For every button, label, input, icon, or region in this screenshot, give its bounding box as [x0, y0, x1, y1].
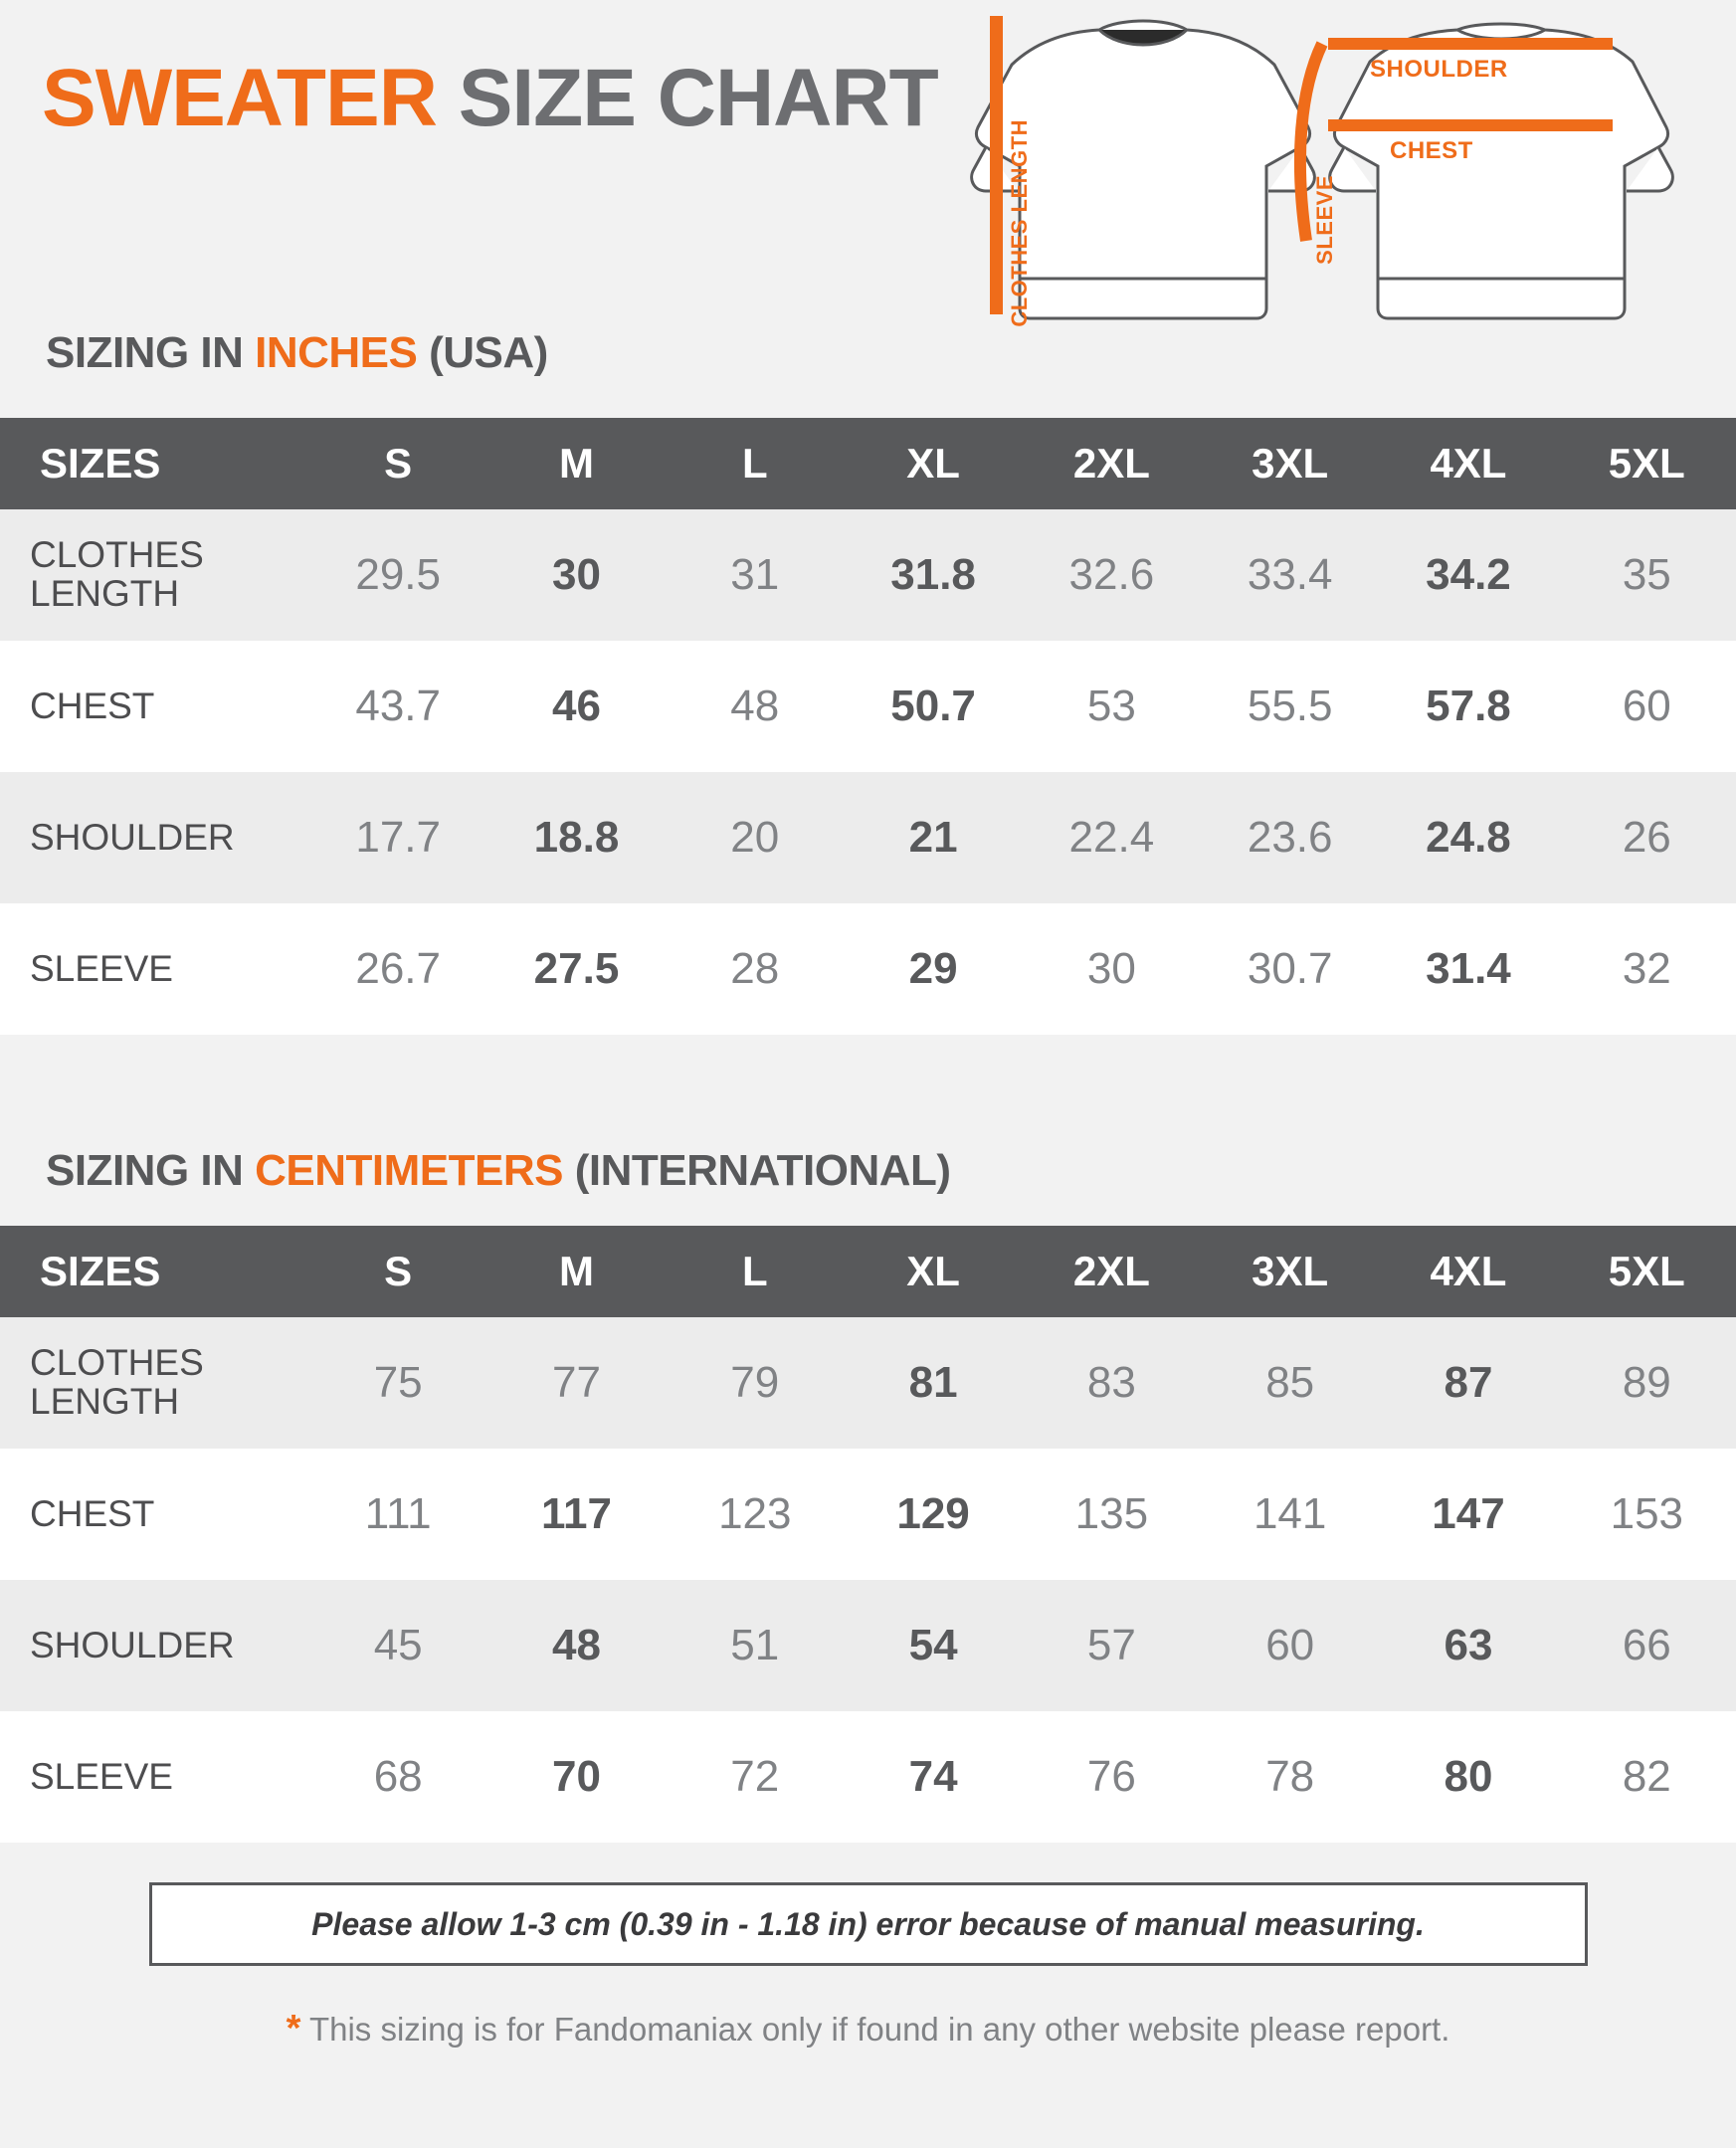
cell-sleeve-4xl-in: 31.4 [1426, 944, 1511, 993]
cell-clothes-length-m-cm: 77 [552, 1358, 601, 1407]
cell-clothes-length-s-in: 29.5 [355, 550, 441, 599]
header-size-2xl-inches: 2XL [1023, 418, 1201, 509]
section-title-cm-prefix: SIZING IN [46, 1146, 256, 1195]
label-chest: CHEST [1390, 137, 1473, 164]
header-size-l-inches: L [666, 418, 844, 509]
cell-shoulder-2xl-in: 22.4 [1068, 813, 1155, 862]
sizing-table-inches [0, 418, 1736, 1035]
cell-sleeve-xl-in: 29 [908, 944, 958, 993]
cell-clothes-length-4xl-cm: 87 [1444, 1358, 1493, 1407]
row-label-chest-cm: CHEST [30, 1492, 155, 1534]
label-sleeve: SLEEVE [1312, 175, 1337, 265]
table-row [0, 1317, 1736, 1449]
table-row [0, 509, 1736, 641]
row-label-sleeve-inches: SLEEVE [30, 947, 173, 989]
cell-chest-xl-cm: 129 [896, 1489, 970, 1538]
asterisk-icon: * [286, 2008, 301, 2050]
cell-clothes-length-5xl-cm: 89 [1622, 1358, 1671, 1407]
header-size-4xl-cm: 4XL [1379, 1226, 1557, 1317]
cell-clothes-length-l-cm: 79 [730, 1358, 780, 1407]
section-title-cm-suffix: (INTERNATIONAL) [562, 1146, 951, 1195]
cell-shoulder-3xl-in: 23.6 [1247, 813, 1333, 862]
cell-chest-s-cm: 111 [364, 1489, 432, 1538]
disclaimer [0, 2008, 1736, 2080]
header [0, 0, 1736, 418]
cell-shoulder-l-cm: 51 [730, 1621, 780, 1669]
section-title-inches [46, 328, 548, 378]
sweater-illustration [952, 10, 1688, 408]
cell-shoulder-xl-cm: 54 [908, 1621, 958, 1669]
footer [0, 1843, 1736, 2080]
cell-chest-4xl-in: 57.8 [1426, 682, 1511, 730]
cell-sleeve-2xl-in: 30 [1086, 944, 1136, 993]
cell-chest-m-in: 46 [552, 682, 601, 730]
table-row [0, 1449, 1736, 1580]
cell-sleeve-s-cm: 68 [373, 1752, 423, 1801]
measurement-note-text: Please allow 1-3 cm (0.39 in - 1.18 in) error because of manual measuring. [311, 1905, 1425, 1942]
table-header-row-cm [0, 1226, 1736, 1317]
table-row [0, 1580, 1736, 1711]
cell-shoulder-2xl-cm: 57 [1086, 1621, 1136, 1669]
disclaimer-text: This sizing is for Fandomaniax only if found in any other website please report. [308, 2011, 1450, 2048]
cell-clothes-length-5xl-in: 35 [1622, 550, 1671, 599]
cell-clothes-length-xl-cm: 81 [908, 1358, 958, 1407]
cell-clothes-length-2xl-cm: 83 [1086, 1358, 1136, 1407]
cell-chest-3xl-in: 55.5 [1247, 682, 1333, 730]
table-header-row-inches [0, 418, 1736, 509]
cell-chest-2xl-cm: 135 [1074, 1489, 1149, 1538]
cell-chest-m-cm: 117 [540, 1489, 612, 1538]
cell-chest-5xl-in: 60 [1622, 682, 1671, 730]
row-label-shoulder-cm: SHOULDER [30, 1624, 235, 1665]
cell-chest-s-in: 43.7 [355, 682, 441, 730]
row-label-clothes-length-cm: CLOTHES LENGTH [30, 1342, 204, 1422]
cell-sleeve-l-cm: 72 [730, 1752, 780, 1801]
header-size-3xl-inches: 3XL [1201, 418, 1379, 509]
cell-sleeve-2xl-cm: 76 [1086, 1752, 1136, 1801]
cell-chest-xl-in: 50.7 [890, 682, 976, 730]
section-gap [0, 1035, 1736, 1104]
cell-sleeve-xl-cm: 74 [908, 1752, 958, 1801]
cell-clothes-length-l-in: 31 [730, 550, 780, 599]
cell-shoulder-s-cm: 45 [373, 1621, 423, 1669]
header-size-5xl-cm: 5XL [1558, 1226, 1736, 1317]
cell-sleeve-m-in: 27.5 [533, 944, 620, 993]
header-size-xl-inches: XL [844, 418, 1022, 509]
cell-sleeve-l-in: 28 [730, 944, 780, 993]
page-title-rest: SIZE CHART [436, 53, 938, 143]
table-row [0, 1711, 1736, 1843]
page-title [42, 52, 938, 145]
cell-chest-2xl-in: 53 [1086, 682, 1136, 730]
cell-clothes-length-2xl-in: 32.6 [1068, 550, 1155, 599]
row-label-clothes-length-inches: CLOTHES LENGTH [30, 534, 204, 614]
cell-shoulder-xl-in: 21 [908, 813, 958, 862]
header-sizes-cm: SIZES [0, 1226, 309, 1317]
header-size-m-inches: M [487, 418, 666, 509]
section-title-centimeters-wrap [0, 1104, 1736, 1226]
section-title-inches-suffix: (USA) [417, 328, 548, 377]
cell-sleeve-4xl-cm: 80 [1444, 1752, 1493, 1801]
shoulder-measure-bar [1328, 38, 1613, 50]
table-row [0, 772, 1736, 903]
section-title-centimeters [46, 1146, 1736, 1196]
cell-clothes-length-3xl-cm: 85 [1265, 1358, 1315, 1407]
section-title-inches-prefix: SIZING IN [46, 328, 256, 377]
cell-sleeve-m-cm: 70 [552, 1752, 601, 1801]
cell-shoulder-5xl-in: 26 [1622, 813, 1671, 862]
header-size-4xl-inches: 4XL [1379, 418, 1557, 509]
table-row [0, 903, 1736, 1035]
header-size-2xl-cm: 2XL [1023, 1226, 1201, 1317]
cell-shoulder-m-in: 18.8 [533, 813, 620, 862]
cell-shoulder-5xl-cm: 66 [1622, 1621, 1671, 1669]
cell-chest-5xl-cm: 153 [1610, 1489, 1684, 1538]
cell-chest-l-in: 48 [730, 682, 780, 730]
table-row [0, 641, 1736, 772]
header-size-s-inches: S [309, 418, 487, 509]
cell-clothes-length-m-in: 30 [552, 550, 601, 599]
section-title-cm-accent: CENTIMETERS [255, 1146, 563, 1195]
cell-clothes-length-4xl-in: 34.2 [1426, 550, 1511, 599]
clothes-length-measure-bar [990, 16, 1003, 314]
cell-shoulder-3xl-cm: 60 [1265, 1621, 1315, 1669]
header-size-l-cm: L [666, 1226, 844, 1317]
sizing-table-centimeters [0, 1226, 1736, 1843]
section-title-inches-accent: INCHES [255, 328, 418, 377]
cell-chest-l-cm: 123 [718, 1489, 792, 1538]
header-size-s-cm: S [309, 1226, 487, 1317]
header-size-m-cm: M [487, 1226, 666, 1317]
header-sizes-inches: SIZES [0, 418, 309, 509]
cell-sleeve-3xl-in: 30.7 [1247, 944, 1333, 993]
cell-shoulder-4xl-in: 24.8 [1426, 813, 1511, 862]
cell-clothes-length-s-cm: 75 [373, 1358, 423, 1407]
row-label-sleeve-cm: SLEEVE [30, 1755, 173, 1797]
cell-sleeve-5xl-in: 32 [1622, 944, 1671, 993]
cell-sleeve-s-in: 26.7 [355, 944, 441, 993]
header-size-5xl-inches: 5XL [1558, 418, 1736, 509]
chest-measure-bar [1328, 119, 1613, 131]
cell-shoulder-l-in: 20 [730, 813, 780, 862]
label-shoulder: SHOULDER [1370, 56, 1508, 83]
header-size-xl-cm: XL [844, 1226, 1022, 1317]
row-label-shoulder-inches: SHOULDER [30, 816, 235, 858]
cell-shoulder-m-cm: 48 [552, 1621, 601, 1669]
page-title-strong: SWEATER [42, 53, 437, 143]
cell-shoulder-s-in: 17.7 [355, 813, 441, 862]
cell-shoulder-4xl-cm: 63 [1444, 1621, 1493, 1669]
measurement-note-box [149, 1882, 1588, 1966]
cell-clothes-length-xl-in: 31.8 [890, 550, 976, 599]
cell-sleeve-5xl-cm: 82 [1622, 1752, 1671, 1801]
label-clothes-length: CLOTHES LENGTH [1007, 119, 1032, 327]
cell-chest-4xl-cm: 147 [1432, 1489, 1505, 1538]
cell-chest-3xl-cm: 141 [1253, 1489, 1327, 1538]
cell-sleeve-3xl-cm: 78 [1265, 1752, 1315, 1801]
header-size-3xl-cm: 3XL [1201, 1226, 1379, 1317]
row-label-chest-inches: CHEST [30, 684, 155, 726]
cell-clothes-length-3xl-in: 33.4 [1247, 550, 1333, 599]
